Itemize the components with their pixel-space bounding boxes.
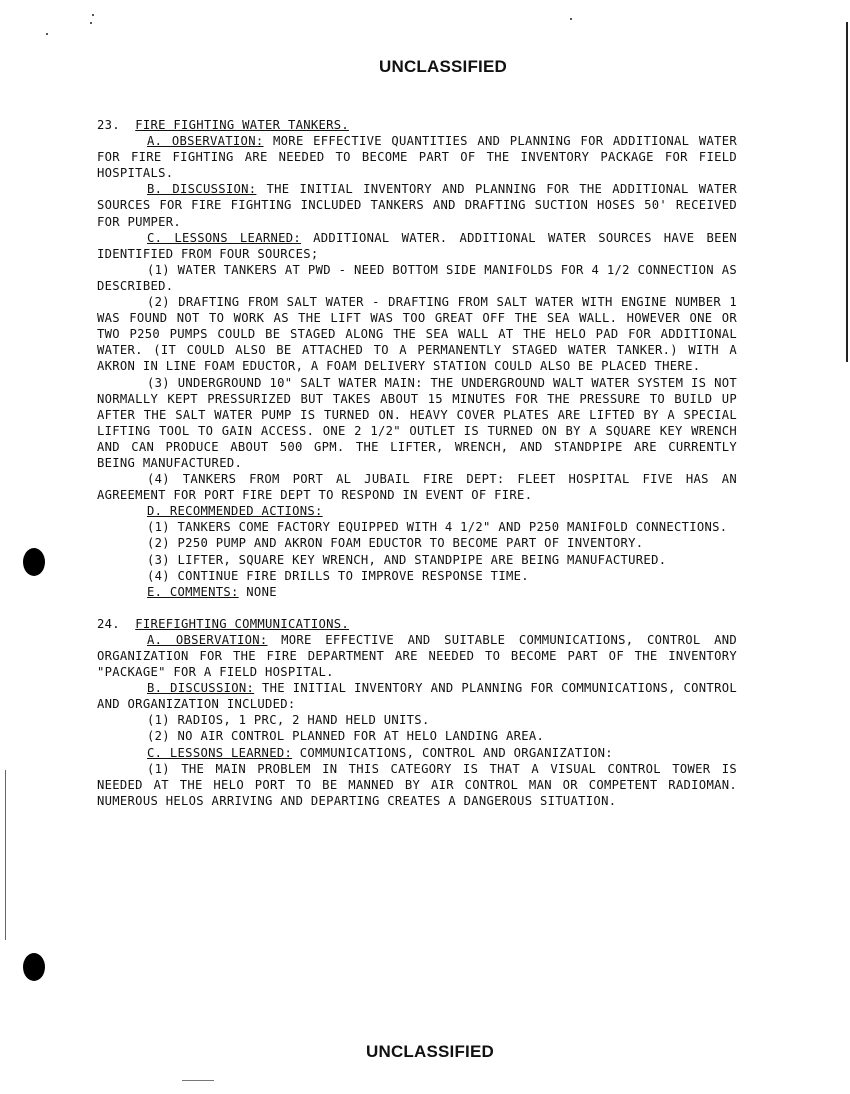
lessons-label: C. LESSONS LEARNED: [147,230,302,245]
section-23-lesson-3: (3) UNDERGROUND 10" SALT WATER MAIN: THE UNDERGROUND WALT WATER SYSTEM IS NOT NORMALLY KEPT PRESSURIZED BUT TAKES ABOUT 15 MINUTES FOR THE PRESSURE TO BUILD UP AFTER THE SALT WATER PUMP IS TURNED ON. HEAVY COVER PLATES ARE LIFTED BY A SPECIAL LIFTING TOOL TO GAIN ACCESS. ONE 2 1/2" OUTLET IS TURNED ON BY A SQUARE KEY WRENCH AND CAN PRODUCE ABOUT 500 GPM. THE LIFTER, WRENCH, AND STANDPIPE ARE CURRENTLY BEING MANUFACTURED. [97,375,737,470]
section-24-discussion [97,680,737,712]
section-24-discussion-1: (1) RADIOS, 1 PRC, 2 HAND HELD UNITS. [147,713,430,728]
section-24-title: FIREFIGHTING COMMUNICATIONS. [135,616,350,631]
scan-edge-line [5,770,6,940]
header-classification: UNCLASSIFIED [378,57,508,76]
section-24-lessons [97,745,737,761]
discussion-label: B. DISCUSSION: [147,681,255,696]
scan-speck [570,18,572,20]
section-23-lesson-4: (4) TANKERS FROM PORT AL JUBAIL FIRE DEPT: FLEET HOSPITAL FIVE HAS AN AGREEMENT FOR PORT FIRE DEPT TO RESPOND IN EVENT OF FIRE. [97,472,737,503]
section-23-observation [97,133,737,181]
section-23-recommended [97,503,737,519]
section-23-title: FIRE FIGHTING WATER TANKERS. [135,118,350,132]
observation-text-cont: ADDITIONAL WATER FOR FIRE FIGHTING ARE NEEDED TO BECOME PART OF THE INVENTORY PACKAGE FOR FIELD HOSPITALS. [97,134,738,181]
discussion-text: THE INITIAL INVENTORY AND PLANNING FOR THE ADDITIONAL WATER SOURCES FOR FIRE FIGHTING INCLUDED TANKERS AND DRAFTING SUCTION HOSES 50' RECEIVED FOR PUMPER. [97,182,737,229]
section-24-lesson-1: (1) THE MAIN PROBLEM IN THIS CATEGORY IS THAT A VISUAL CONTROL TOWER IS NEEDED AT THE HELO PORT TO BE MANNED BY AIR CONTROL MAN OR COMPETENT RADIOMAN. NUMEROUS HELOS ARRIVING AND DEPARTING CREATES A DANGEROUS SITUATION. [97,761,737,808]
section-23-action-3: (3) LIFTER, SQUARE KEY WRENCH, AND STANDPIPE ARE BEING MANUFACTURED. [147,552,667,567]
section-23-lesson-2: (2) DRAFTING FROM SALT WATER - DRAFTING FROM SALT WATER WITH ENGINE NUMBER 1 WAS FOUND NOT TO WORK AS THE LIFT WAS TOO GREAT OFF THE SEA WALL. HOWEVER ONE OR TWO P250 PUMPS COULD BE STAGED ALONG THE SEA WALL AT THE HELO PAD FOR ADDITIONAL WATER. (IT COULD ALSO BE ATTACHED TO A PERMANENTLY STAGED WATER TANKER.) WITH A AKRON IN LINE FOAM EDUCTOR, A FOAM DELIVERY STATION COULD ALSO BE PLACED THERE. [97,295,737,374]
footer-classification: UNCLASSIFIED [365,1042,495,1061]
section-23-lesson-1: (1) WATER TANKERS AT PWD - NEED BOTTOM SIDE MANIFOLDS FOR 4 1/2 CONNECTION AS DESCRIBED. [97,262,737,293]
section-24-number: 24. [97,616,120,631]
scan-edge-line [846,22,848,362]
scan-speck [92,14,94,16]
section-24-heading [97,616,737,632]
discussion-label: B. DISCUSSION: [147,182,257,197]
section-24-observation [97,632,737,680]
comments-text: NONE [238,584,277,599]
recommended-label: D. RECOMMENDED ACTIONS: [147,504,323,519]
punch-hole-mark [23,548,45,576]
comments-label: E. COMMENTS: [147,584,239,599]
punch-hole-mark [23,953,45,981]
section-23-action-1: (1) TANKERS COME FACTORY EQUIPPED WITH 4 1/2" AND P250 MANIFOLD CONNECTIONS. [147,520,728,535]
lessons-label: C. LESSONS LEARNED: [147,745,293,760]
section-23-action-4: (4) CONTINUE FIRE DRILLS TO IMPROVE RESPONSE TIME. [147,568,529,583]
observation-text: MORE EFFECTIVE QUANTITIES AND PLANNING FOR [263,134,604,149]
observation-label: A. OBSERVATION: [147,134,264,149]
document-body [97,117,737,809]
section-23-discussion [97,181,737,229]
scan-speck [90,22,92,24]
section-gap [97,600,737,616]
scan-speck [46,33,48,35]
observation-text: MORE EFFECTIVE AND SUITABLE COMMUNICATIONS, CONTROL AND ORGANIZATION FOR THE FIRE DEPARTMENT ARE NEEDED TO BECOME PART OF THE INVENTORY "PACKAGE" FOR A FIELD HOSPITAL. [97,632,737,680]
section-23-action-2: (2) P250 PUMP AND AKRON FOAM EDUCTOR TO BECOME PART OF INVENTORY. [147,536,644,551]
section-23-number: 23. [97,118,120,132]
section-23-heading [97,117,737,133]
discussion-text: THE INITIAL INVENTORY AND PLANNING FOR COMMUNICATIONS, CONTROL AND ORGANIZATION INCLUDED: [97,681,737,712]
lessons-text: COMMUNICATIONS, CONTROL AND ORGANIZATION: [292,745,613,760]
lessons-text: ADDITIONAL WATER. ADDITIONAL WATER SOURCES HAVE BEEN IDENTIFIED FROM FOUR SOURCES; [97,230,737,261]
section-23-comments [97,584,737,600]
section-23-lessons [97,230,737,262]
observation-label: A. OBSERVATION: [147,632,268,647]
section-24-discussion-2: (2) NO AIR CONTROL PLANNED FOR AT HELO LANDING AREA. [147,729,545,744]
scan-dash [182,1080,214,1081]
